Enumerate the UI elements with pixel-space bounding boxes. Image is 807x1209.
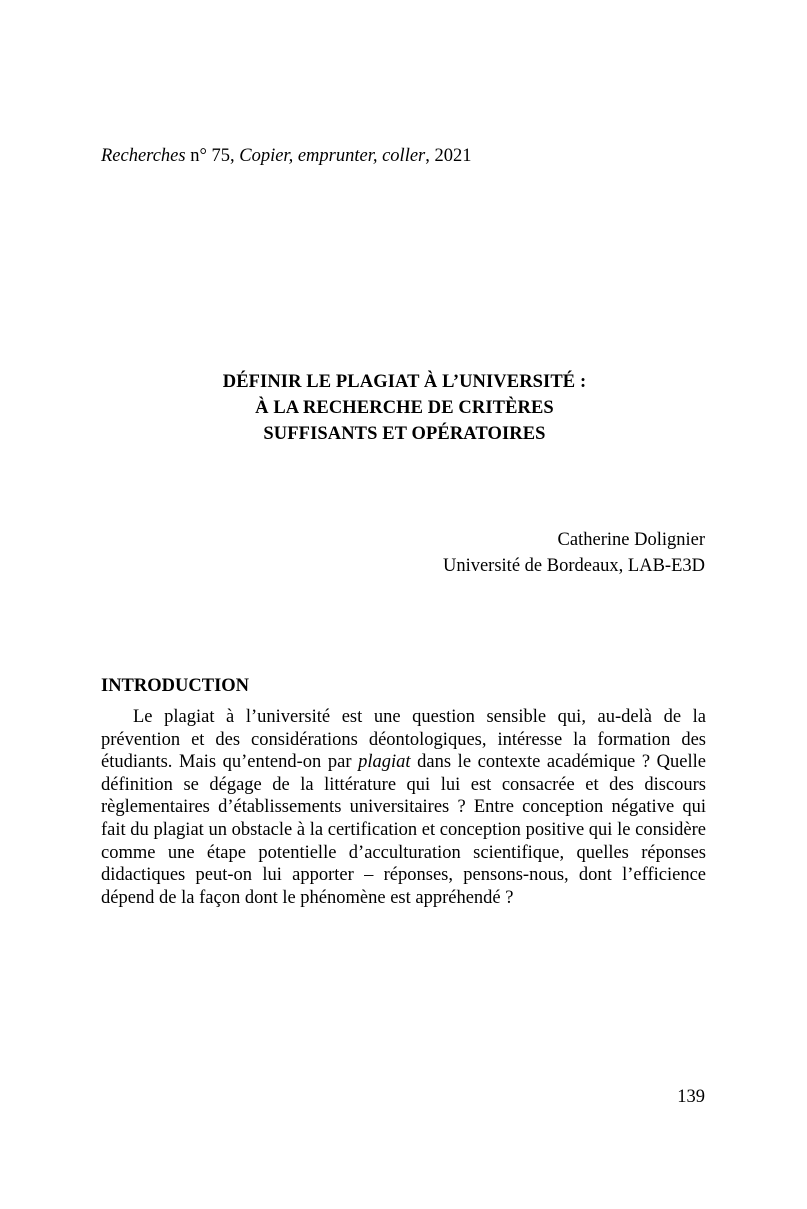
- author-name: Catherine Dolignier: [557, 530, 705, 550]
- title-line-1: DÉFINIR LE PLAGIAT À L’UNIVERSITÉ :: [222, 372, 587, 392]
- issue-year: , 2021: [425, 146, 472, 166]
- paragraph-text-part-2: dans le contexte académique ? Quelle définition se dégage de la littérature qui lui est consacrée et des discours règlementaires d’établissements universitaires ? Entre conception négative qui fait du plagiat un obstacle à la certification et conception positive qui le considère comme une étape potentielle d’acculturation scientifique, quelles réponses didactiques peut-on lui apporter – réponses, pensons-nous, dont l’efficience dépend de la façon dont le phénomène est appréhendé ?: [101, 752, 706, 908]
- paragraph-text-part-1: Le plagiat à l’université est une question sensible qui, au-delà de la prévention et des considérations déontologiques, intéresse la formation des étudiants. Mais qu’entend-on par: [101, 707, 706, 773]
- paragraph-emphasis: plagiat: [358, 752, 411, 773]
- page-number: 139: [677, 1087, 705, 1107]
- author-affiliation: Université de Bordeaux, LAB-E3D: [442, 556, 705, 576]
- running-header: [101, 144, 472, 168]
- issue-theme: Copier, emprunter, coller: [239, 146, 426, 166]
- intro-paragraph: [101, 706, 706, 909]
- journal-title: Recherches: [101, 146, 186, 166]
- section-heading: INTRODUCTION: [101, 676, 250, 696]
- title-line-2: À LA RECHERCHE DE CRITÈRES: [255, 398, 554, 418]
- issue-number: n° 75,: [185, 146, 240, 166]
- article-title: [0, 369, 807, 447]
- title-line-3: SUFFISANTS ET OPÉRATOIRES: [263, 424, 546, 444]
- author-block: [443, 527, 705, 579]
